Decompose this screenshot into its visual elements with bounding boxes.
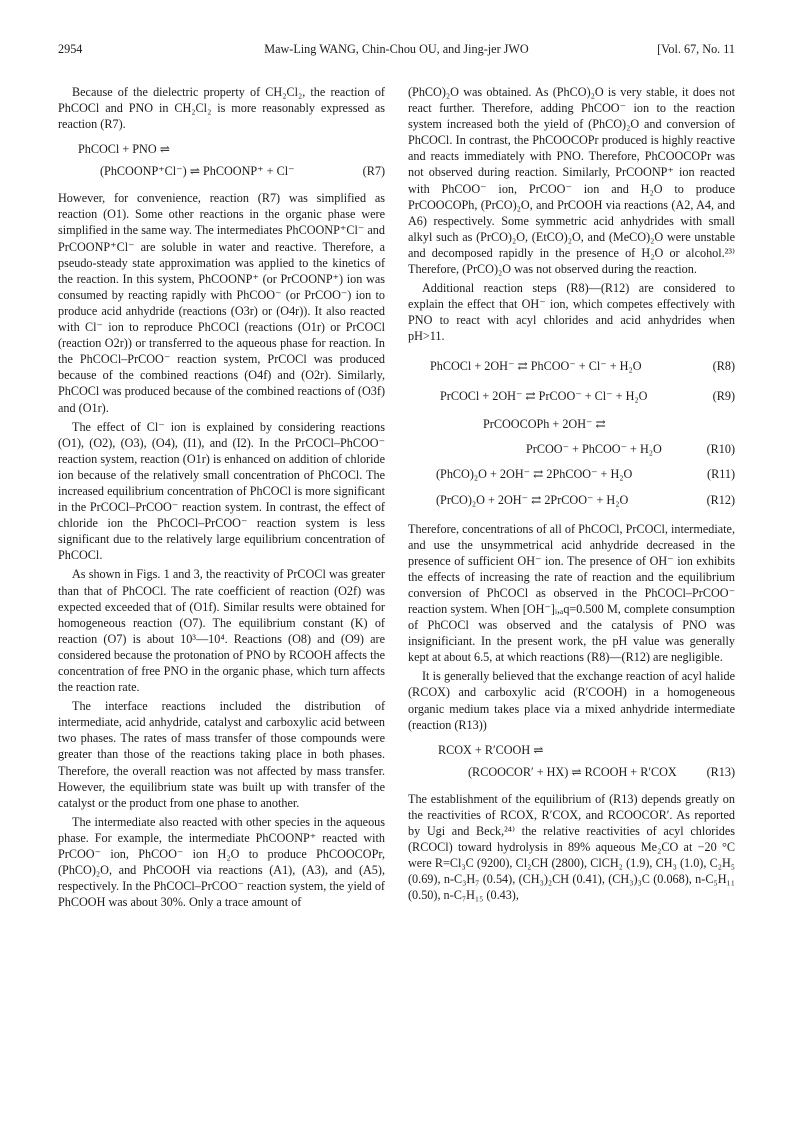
equations-r8-r12 <box>408 351 735 513</box>
equation-line: PhCOCl + 2OH⁻ ⇄ PhCOO⁻ + Cl⁻ + H₂O <box>430 358 642 373</box>
page-number: 2954 <box>58 42 83 56</box>
equation-tag: (R10) <box>706 441 735 456</box>
equation-tag: (R11) <box>707 466 735 481</box>
equation-line: (PhCO)₂O + 2OH⁻ ⇄ 2PhCOO⁻ + H₂O <box>436 466 633 481</box>
equation-tag: (R12) <box>706 492 735 507</box>
equation-line: PrCOOCOPh + 2OH⁻ ⇄ <box>483 416 606 431</box>
equation-tag: (R8) <box>712 358 735 373</box>
paragraph: Therefore, concentrations of all of PhCOCl, PrCOCl, intermediate, and use the unsymmetrical acid anhydride decreased in the presence of sufficient OH⁻ ion. The presence of OH⁻ ion exhibits the effects of increasing the rate of reaction and the equilibrium conversion of PhCOCl as observed in the PhCOCl–PrCOO⁻ reaction system. When [OH⁻]ᵢ,ₐq=0.500 M, complete consumption of PhCOCl was observed and the catalysis of PNO was insignificiant. In the present work, the pH value was generally kept at about 6.5, at which reactions (R8)—(R12) are negligible. <box>408 521 735 665</box>
equation-line: (RCOOCOR′ + HX) ⇌ RCOOH + R′COX <box>468 764 677 779</box>
paragraph: The establishment of the equilibrium of (R13) depends greatly on the reactivities of RCOX, R′COX, and RCOOCOR′. As reported by Ugi and Beck,²⁴⁾ the relative reactivities of acyl chlorides (RCOCl) toward hydrolysis in 89% aqueous Me₂CO at −20 °C were R=Cl₃C (9200), Cl₂CH (2800), ClCH₂ (1.9), CH₃ (1.0), C₂H₅ (0.69), n-C₃H₇ (0.54), (CH₃)₂CH (0.41), (CH₃)₃C (0.068), n-C₅H₁₁ (0.50), n-C₇H₁₅ (0.43), <box>408 791 735 903</box>
equation-tag: (R13) <box>706 764 735 779</box>
equation-line: (PhCOONP⁺Cl⁻) ⇌ PhCOONP⁺ + Cl⁻ <box>100 164 295 179</box>
paragraph: It is generally believed that the exchange reaction of acyl halide (RCOX) and carboxylic acid (R′COOH) in a homogeneous organic medium takes place via a mixed anhydride intermediate (reaction (R13)) <box>408 669 735 732</box>
page-header <box>58 42 735 58</box>
running-authors: Maw-Ling WANG, Chin-Chou OU, and Jing-jer JWO <box>264 42 529 56</box>
equation-line: (PrCO)₂O + 2OH⁻ ⇄ 2PrCOO⁻ + H₂O <box>436 492 629 507</box>
paragraph: The effect of Cl⁻ ion is explained by considering reactions (O1), (O2), (O3), (O4), (I1), and (I2). In the PrCOCl–PhCOO⁻ reaction system, reaction (O1r) is enhanced on addition of chloride ion because of the relatively small concentration of PhCOCl. The increased equilibrium concentration of PhCOCl is more significant in the PrCOCl–PrCOO⁻ reaction system. In contrast, the effect of chloride ion the PhCOCl–PrCOO⁻ reaction system is less significant due to the relatively large equilibrium concentration of PhCOCl. <box>58 419 385 563</box>
paragraph: The interface reactions included the distribution of intermediate, acid anhydride, catalyst and carboxylic acid between two phases. The rates of mass transfer of those compounds were greater than those of the reactions taking place in both phases. Therefore, the overall reaction was not affected by mass transfer. However, the equilibrium state was built up with transfer of the catalyst or the product from one phase to another. <box>58 699 385 810</box>
left-column <box>58 84 385 913</box>
equation-line: PrCOCl + 2OH⁻ ⇄ PrCOO⁻ + Cl⁻ + H₂O <box>440 388 648 403</box>
equation-r7 <box>58 138 385 182</box>
paragraph: As shown in Figs. 1 and 3, the reactivity of PrCOCl was greater than that of PhCOCl. The rate coefficient of reaction (O2f) was expected exceeded that of (O1f). Similar results were obtained for homogeneous reaction (O7). The equilibrium constant (K) of reaction (O7) is about 10³—10⁴. Reactions (O8) and (O9) are considered because the protonation of PNO by RCOOH affects the concentration of free PNO in the organic phase, which turn affects the reaction rate. <box>58 567 385 695</box>
equation-line: RCOX + R′COOH ⇌ <box>438 742 544 757</box>
equation-tag: (R7) <box>362 164 385 179</box>
paragraph: However, for convenience, reaction (R7) was simplified as reaction (O1). Some other reactions in the organic phase were simplified in the same way. The intermediates PhCOONP⁺Cl⁻ and PrCOONP⁺Cl⁻ are soluble in water and reactive. Therefore, a pseudo-steady state approximation was applied to the kinetics of the reaction. In this system, PhCOONP⁺ (or PrCOONP⁺) ion was consumed by reacting rapidly with PhCOO⁻ (or PrCOO⁻) ion to produce acid anhydride (reactions (O3r) or (O4r)). It also reacted with Cl⁻ ion to reproduce PhCOCl (reactions (O1r) or PrCOCl (reaction O2r)) or transferred to the aqueous phase for reaction. In the PhCOCl–PrCOO⁻ reaction system, PrCOCl was produced because of the combined reactions (O4f) and (O2r). Similarly, PhCOCl was produced because of the combined reactions of (O3f) and (O1r). <box>58 191 385 415</box>
equation-tag: (R9) <box>712 388 735 403</box>
paragraph: Because of the dielectric property of CH₂Cl₂, the reaction of PhCOCl and PNO in CH₂Cl₂ is more reasonably expressed as reaction (R7). <box>58 85 385 132</box>
equation-line: PhCOCl + PNO ⇌ <box>78 142 170 157</box>
paragraph: Additional reaction steps (R8)—(R12) are considered to explain the effect that OH⁻ ion, which competes effectively with PNO to react with acyl chlorides and acid anhydrides when pH>11. <box>408 281 735 344</box>
volume-info: [Vol. 67, No. 11 <box>657 42 735 56</box>
equation-r13 <box>408 739 735 783</box>
paragraph: (PhCO)₂O was obtained. As (PhCO)₂O is very stable, it does not react further. Therefore, adding PhCOO⁻ ion to the reaction system increased both the yield of (PhCO)₂O and conversion of PhCOCl. In contrast, the PhCOOCOPr produced is highly reactive and reacts immediately with PNO. Therefore, PhCOOCOPr was not observed during reaction. Similarly, PrCOONP⁺ ion reacted with PhCOO⁻ ion, PrCOO⁻ ion and H₂O to produce PrCOOCOPh, (PrCO)₂O, and PrCOOH via reactions (A2, A4, and A6) respectively. Some symmetric acid anhydrides with small alkyl such as (PrCO)₂O, (EtCO)₂O, and (MeCO)₂O were unstable and decomposed rapidly in the presence of H₂O or alcohol.²³⁾ Therefore, (PrCO)₂O was not observed during the reaction. <box>408 85 735 277</box>
paragraph: The intermediate also reacted with other species in the aqueous phase. For example, the intermediate PhCOONP⁺ reacted with PrCOO⁻ ion, PhCOO⁻ ion H₂O to produce PhCOOCOPr, (PhCO)₂O, and PhCOOH via reactions (A1), (A3), and (A5), respectively. In the PhCOCl–PrCOO⁻ reaction system, the yield of PhCOOH was about 30%. Only a trace amount of <box>58 814 385 910</box>
right-column <box>408 84 735 906</box>
equation-line: PrCOO⁻ + PhCOO⁻ + H₂O <box>526 441 662 456</box>
